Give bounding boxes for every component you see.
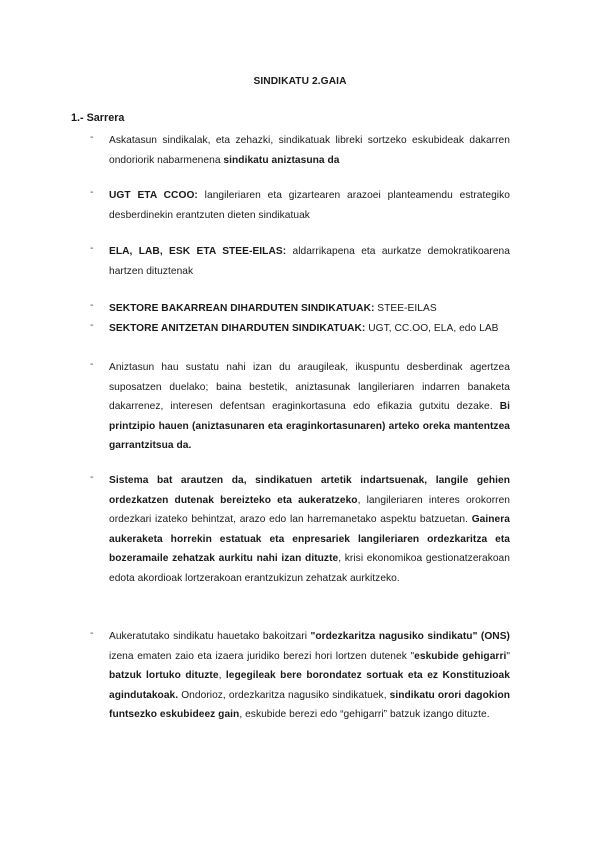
bold-run: Sistema bat arautzen da, sindikatuen artetik indartsuenak, langile gehien ordezkatzen dutenak bereizteko eta aukeratzeko bbox=[109, 475, 510, 506]
bold-run: eskubide gehigarri bbox=[414, 650, 507, 662]
list-item bbox=[90, 299, 510, 319]
bold-run: "ordezkaritza nagusiko sindikatu" (ONS) bbox=[310, 631, 510, 642]
text-run: Ondorioz, ordezkaritza nagusiko sindikatuek, bbox=[178, 689, 390, 701]
paragraph-text bbox=[109, 627, 510, 725]
list-dash: - bbox=[90, 186, 94, 198]
text-run: langileriaren eta gizartearen arazoei planteamendu estrategiko desberdinekin erantzuten dieten sindikatuak bbox=[109, 190, 510, 221]
paragraph-text bbox=[109, 299, 510, 319]
list-dash: - bbox=[90, 471, 94, 483]
bold-run: sindikatu aniztasuna da bbox=[223, 154, 340, 166]
list-item bbox=[90, 471, 510, 588]
text-run: aldarrikapena eta aurkatze demokratikoarena hartzen dituztenak bbox=[109, 246, 510, 277]
text-run: izena ematen zaio eta izaera juridiko berezi hori lortzen dutenek " bbox=[109, 650, 415, 662]
paragraph-text bbox=[109, 186, 510, 225]
text-run: STEE-EILAS bbox=[374, 303, 437, 314]
bold-run: Gainera aukeraketa horrekin estatuak eta enpresariek langileriaren ordezkaritza eta bozeramaile zehatzak aurkitu nahi izan dituzte bbox=[109, 514, 510, 564]
text-run: " bbox=[506, 650, 511, 662]
paragraph-text bbox=[109, 471, 510, 588]
text-run: , langileriaren interes orokorren ordezkari izateko behintzat, arazo edo lan harremanetako aspektu batzuetan. bbox=[109, 494, 511, 525]
list-item bbox=[90, 627, 510, 725]
bold-run: SEKTORE ANITZETAN DIHARDUTEN SINDIKATUAK: bbox=[109, 323, 366, 334]
text-run: Askatasun sindikalak, eta zehazki, sindikatuak libreki sortzeko eskubideak dakarren ondoriorik nabarmenena bbox=[109, 135, 510, 166]
list-item bbox=[90, 319, 510, 339]
list-dash: - bbox=[90, 627, 94, 639]
list-dash: - bbox=[90, 299, 94, 311]
page-title: SINDIKATU 2.GAIA bbox=[253, 76, 347, 87]
list-dash: - bbox=[90, 358, 94, 370]
text-run: , krisi ekonomikoa gestionatzerakoan edota akordioak lortzerakoan erantzukizun zehatzak aurkitzeko. bbox=[109, 553, 510, 584]
list-dash: - bbox=[90, 131, 94, 143]
paragraph-text bbox=[109, 242, 510, 281]
paragraph-text bbox=[109, 358, 510, 456]
text-run: Aukeratutako sindikatu hauetako bakoitzari bbox=[109, 631, 311, 642]
text-run: , eskubide berezi edo “gehigarri” batzuk izango dituzte. bbox=[239, 709, 490, 720]
bold-run: Bi printzipio hauen (aniztasunaren eta eraginkortasunaren) arteko oreka mantentzea garrantzitsua da. bbox=[109, 401, 510, 451]
bold-run: sindikatu orori dagokion funtsezko eskubideez gain bbox=[109, 689, 510, 720]
list-dash: - bbox=[90, 242, 94, 254]
list-item bbox=[90, 358, 510, 456]
paragraph-text bbox=[109, 319, 510, 339]
list-item bbox=[90, 242, 510, 281]
list-item bbox=[90, 186, 510, 225]
bold-run: UGT ETA CCOO: bbox=[109, 190, 198, 201]
bold-run: legegileak bere borondatez sortuak eta ez Konstituzioak agindutakoak. bbox=[109, 670, 510, 701]
bold-run: batzuk lortuko dituzte bbox=[109, 670, 219, 681]
section-heading: 1.- Sarrera bbox=[71, 112, 125, 124]
text-run: , bbox=[218, 670, 226, 681]
paragraph-text bbox=[109, 131, 510, 170]
bold-run: ELA, LAB, ESK ETA STEE-EILAS: bbox=[109, 246, 287, 257]
list-item bbox=[90, 131, 510, 170]
list-dash: - bbox=[90, 319, 94, 331]
text-run: UGT, CC.OO, ELA, edo LAB bbox=[365, 323, 499, 334]
text-run: Aniztasun hau sustatu nahi izan du araugileak, ikuspuntu desberdinak agertzea suposatzen duelako; baina bestetik, aniztasunak langileriaren indarren banaketa dakarrenez, interesen defentsan eraginkortasuna edo efikazia gutxitu dezake. bbox=[109, 362, 510, 412]
bold-run: SEKTORE BAKARREAN DIHARDUTEN SINDIKATUAK: bbox=[109, 303, 375, 314]
